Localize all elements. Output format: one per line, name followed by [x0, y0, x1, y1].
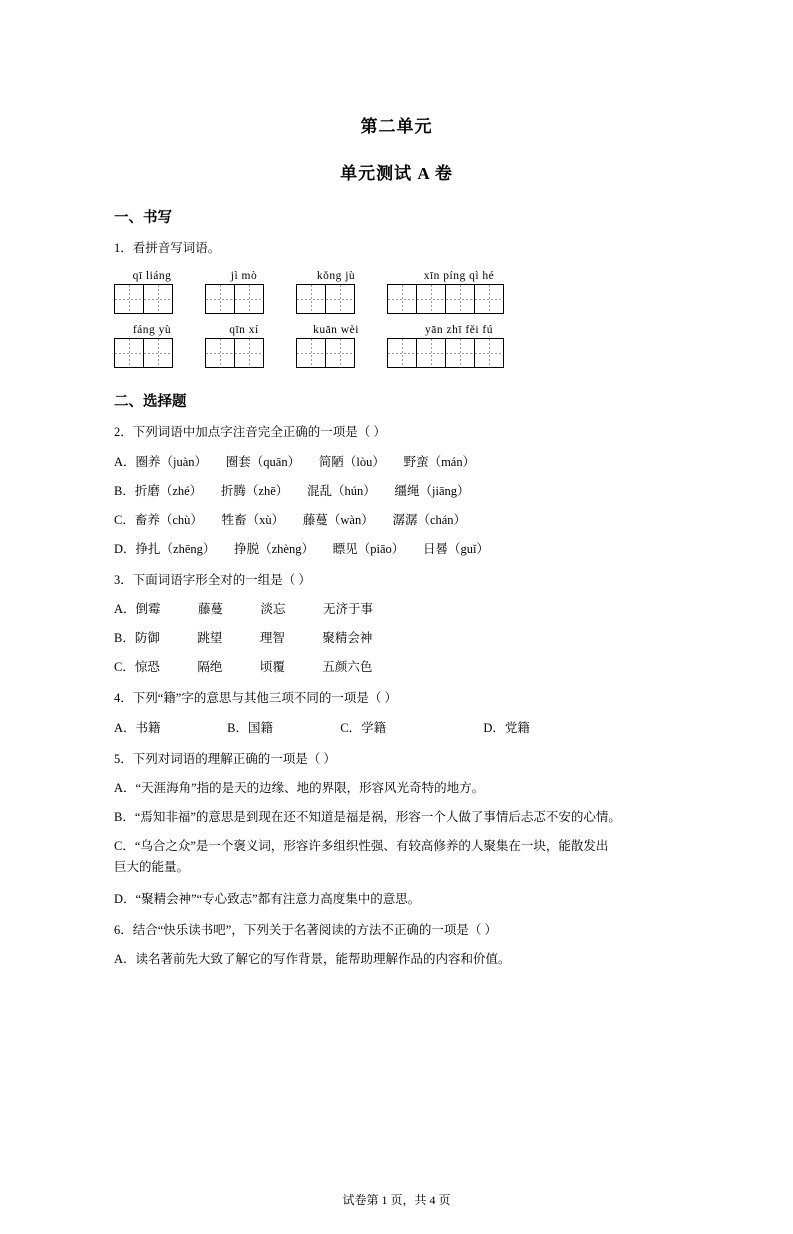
- tian-grid-group[interactable]: [296, 338, 355, 368]
- page-footer: 试卷第 1 页，共 4 页: [342, 1193, 451, 1207]
- question-3-option-b[interactable]: B．防御 跳望 理智 聚精会神: [114, 631, 373, 646]
- question-2-option-b[interactable]: B．折磨（zhé） 折腾（zhē） 混乱（hún） 缰绳（jiāng）: [114, 483, 470, 498]
- tian-cell[interactable]: [234, 338, 264, 368]
- tian-grid-group[interactable]: [114, 284, 173, 314]
- question-2-option-d[interactable]: D．挣扎（zhēng） 挣脱（zhèng） 瞟见（piāo） 日晷（guǐ）: [114, 541, 489, 556]
- question-4-options: [114, 718, 679, 738]
- question-4-option-b[interactable]: B．国籍: [227, 720, 273, 735]
- question-2-option-c[interactable]: C．畜养（chù） 牲畜（xù） 藤蔓（wàn） 潺潺（chán）: [114, 512, 467, 527]
- tian-cell[interactable]: [387, 284, 417, 314]
- tian-cell[interactable]: [234, 284, 264, 314]
- tian-grid-group[interactable]: [205, 338, 264, 368]
- tian-cell[interactable]: [114, 284, 144, 314]
- tian-cell[interactable]: [445, 338, 475, 368]
- tian-cell[interactable]: [474, 338, 504, 368]
- question-6-option-a[interactable]: A．读名著前先大致了解它的写作背景，能帮助理解作品的内容和价值。: [114, 952, 511, 966]
- tian-cell[interactable]: [325, 284, 355, 314]
- question-6-stem: 6．结合“快乐读书吧”，下列关于名著阅读的方法不正确的一项是（ ）: [114, 922, 497, 937]
- pinyin-label: qīn xí: [229, 324, 259, 337]
- question-5-option-a[interactable]: A．“天涯海角”指的是天的边缘、地的界限，形容风光奇特的地方。: [114, 780, 485, 795]
- question-3-stem: 3．下面词语字形全对的一组是（ ）: [114, 572, 311, 587]
- section-heading-choice: 二、选择题: [114, 394, 187, 411]
- question-4-option-c[interactable]: C．学籍: [340, 720, 387, 735]
- question-4-option-a[interactable]: A．书籍: [114, 720, 161, 735]
- tian-cell[interactable]: [296, 338, 326, 368]
- pinyin-line-1: [118, 270, 679, 282]
- question-5-option-b[interactable]: B．“焉知非福”的意思是到现在还不知道是福是祸，形容一个人做了事情后忐忑不安的心情。: [114, 809, 621, 824]
- pinyin-label: xīn píng qì hé: [423, 270, 495, 283]
- tian-grid-group[interactable]: [387, 338, 504, 368]
- question-2-stem: 2．下列词语中加点字注音完全正确的一项是（ ）: [114, 425, 386, 440]
- question-2-option-a[interactable]: A．圈养（juàn） 圈套（quān） 简陋（lòu） 野蛮（mán）: [114, 454, 476, 469]
- tian-cell[interactable]: [416, 338, 446, 368]
- tian-cell[interactable]: [296, 284, 326, 314]
- grid-line-1: [114, 284, 679, 314]
- tian-cell[interactable]: [205, 284, 235, 314]
- tian-grid-group[interactable]: [114, 338, 173, 368]
- question-1-stem: 1．看拼音写词语。: [114, 241, 221, 255]
- question-3-option-a[interactable]: A．倒霉 藤蔓 淡忘 无济于事: [114, 602, 374, 617]
- question-4-stem: 4．下列“籍”字的意思与其他三项不同的一项是（ ）: [114, 691, 397, 706]
- page-subtitle: 单元测试 A 卷: [340, 164, 453, 183]
- pinyin-label: yān zhī fěi fú: [425, 324, 493, 337]
- pinyin-label: fáng yù: [132, 324, 172, 337]
- pinyin-line-2: [118, 324, 679, 336]
- question-5-option-d[interactable]: D．“聚精会神”“专心致志”都有注意力高度集中的意思。: [114, 891, 421, 906]
- pinyin-label: qī liáng: [132, 270, 172, 283]
- pinyin-label: kuān wèi: [313, 324, 359, 337]
- tian-cell[interactable]: [143, 338, 173, 368]
- question-5-option-c[interactable]: C．“乌合之众”是一个褒义词，形容许多组织性强、有较高修养的人聚集在一块，能散发出: [114, 838, 609, 853]
- tian-cell[interactable]: [445, 284, 475, 314]
- question-3-option-c[interactable]: C．惊恐 隔绝 顷覆 五颜六色: [114, 660, 373, 675]
- question-4-option-d[interactable]: D．党籍: [483, 720, 530, 735]
- page-title: 第二单元: [360, 117, 433, 136]
- exam-page: [0, 112, 793, 1234]
- tian-cell[interactable]: [205, 338, 235, 368]
- pinyin-label: jì mò: [230, 270, 258, 283]
- tian-cell[interactable]: [416, 284, 446, 314]
- tian-cell[interactable]: [143, 284, 173, 314]
- tian-cell[interactable]: [325, 338, 355, 368]
- question-5-stem: 5．下列对词语的理解正确的一项是（ ）: [114, 751, 336, 766]
- tian-grid-group[interactable]: [296, 284, 355, 314]
- tian-cell[interactable]: [474, 284, 504, 314]
- tian-grid-group[interactable]: [387, 284, 504, 314]
- writing-grid-block: [114, 270, 679, 368]
- section-heading-writing: 一、书写: [114, 210, 172, 226]
- pinyin-label: kǒng jù: [316, 270, 356, 283]
- question-5-option-c-cont: 巨大的能量。: [114, 859, 190, 874]
- tian-cell[interactable]: [114, 338, 144, 368]
- grid-line-2: [114, 338, 679, 368]
- tian-grid-group[interactable]: [205, 284, 264, 314]
- tian-cell[interactable]: [387, 338, 417, 368]
